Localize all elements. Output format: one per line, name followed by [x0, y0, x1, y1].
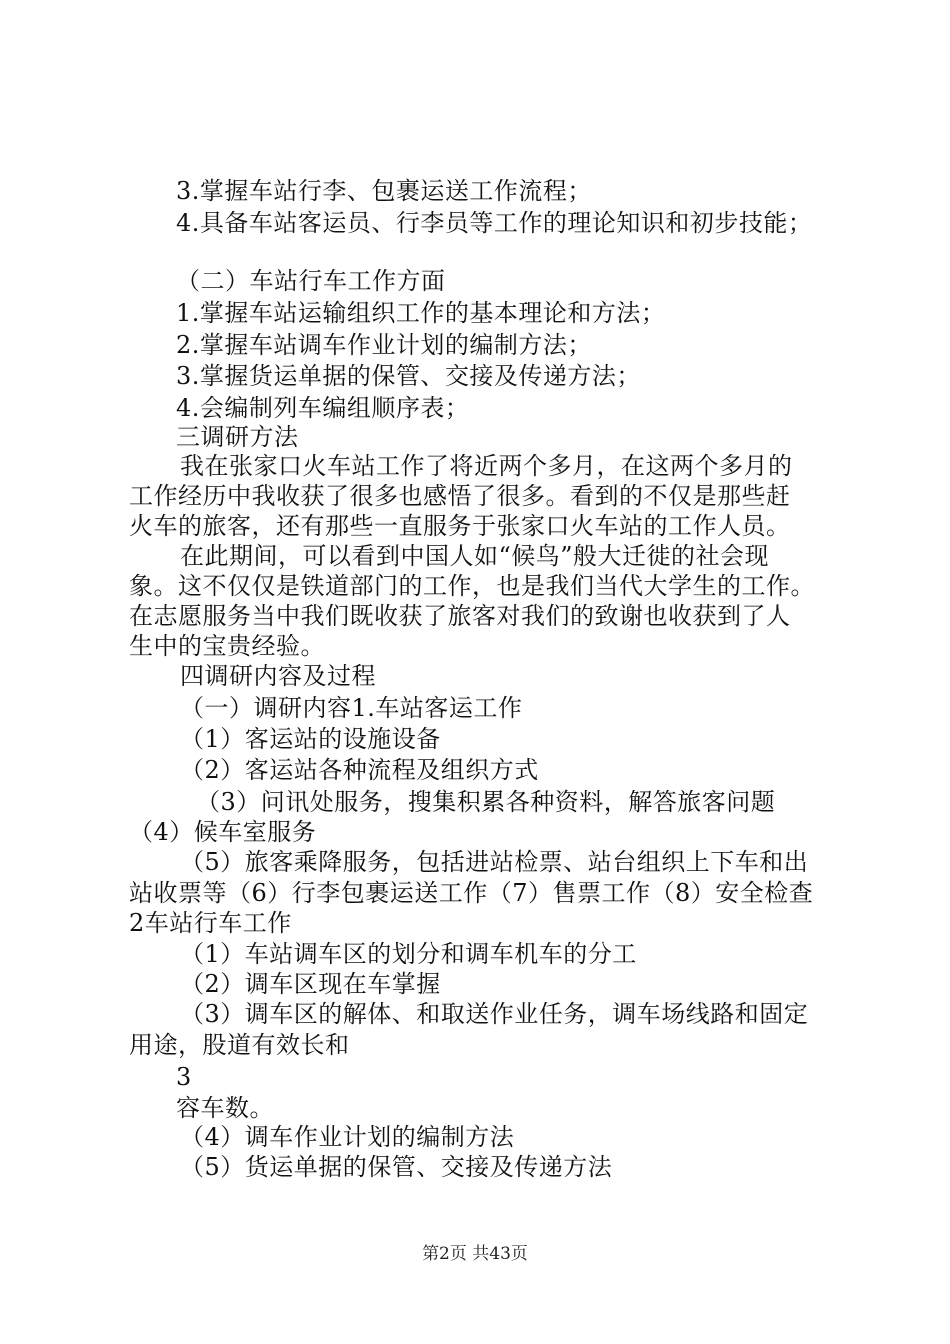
section-heading: 三调研方法 [176, 423, 299, 451]
paragraph-line: 工作经历中我收获了很多也感悟了很多。看到的不仅是那些赶 [129, 482, 791, 510]
paragraph-line: 火车的旅客，还有那些一直服务于张家口火车站的工作人员。 [129, 512, 791, 540]
text-line: 容车数。 [176, 1094, 274, 1122]
text-line: （1）客运站的设施设备 [180, 725, 441, 753]
text-line: （2）客运站各种流程及组织方式 [180, 756, 539, 784]
stray-page-number: 3 [176, 1063, 192, 1091]
text-line: （4）调车作业计划的编制方法 [180, 1123, 515, 1151]
text-line: 3.掌握货运单据的保管、交接及传递方法； [176, 362, 641, 390]
text-line: （5）货运单据的保管、交接及传递方法 [180, 1153, 613, 1181]
text-line: （1）车站调车区的划分和调车机车的分工 [180, 940, 637, 968]
paragraph-line: （3）调车区的解体、和取送作业任务，调车场线路和固定 [180, 1000, 809, 1028]
paragraph-line: 象。这不仅仅是铁道部门的工作，也是我们当代大学生的工作。 [129, 572, 815, 600]
text-line: （一）调研内容1.车站客运工作 [180, 694, 523, 722]
paragraph-line: 在此期间，可以看到中国人如“候鸟”般大迁徙的社会现 [180, 542, 770, 570]
page-footer: 第2页 共43页 [422, 1244, 528, 1264]
text-line: 1.掌握车站运输组织工作的基本理论和方法； [176, 299, 666, 327]
paragraph-line: 站收票等（6）行李包裹运送工作（7）售票工作（8）安全检查 [129, 879, 814, 907]
text-line: 4.会编制列车编组顺序表； [176, 394, 470, 422]
section-heading: 2车站行车工作 [129, 909, 292, 937]
text-line: 3.掌握车站行李、包裹运送工作流程； [176, 177, 592, 205]
paragraph-line: 用途，股道有效长和 [129, 1031, 350, 1059]
section-heading: （二）车站行车工作方面 [176, 267, 446, 295]
paragraph-line: （5）旅客乘降服务，包括进站检票、站台组织上下车和出 [180, 848, 809, 876]
paragraph-line: 生中的宝贵经验。 [129, 632, 325, 660]
text-line: （4）候车室服务 [129, 818, 317, 846]
text-line: （2）调车区现在车掌握 [180, 970, 441, 998]
text-line: （3）问讯处服务，搜集积累各种资料，解答旅客问题 [196, 788, 776, 816]
paragraph-line: 我在张家口火车站工作了将近两个多月，在这两个多月的 [180, 452, 793, 480]
text-line: 4.具备车站客运员、行李员等工作的理论知识和初步技能； [176, 209, 813, 237]
text-line: 2.掌握车站调车作业计划的编制方法； [176, 331, 592, 359]
paragraph-line: 在志愿服务当中我们既收获了旅客对我们的致谢也收获到了人 [129, 602, 791, 630]
section-heading: 四调研内容及过程 [180, 662, 376, 690]
